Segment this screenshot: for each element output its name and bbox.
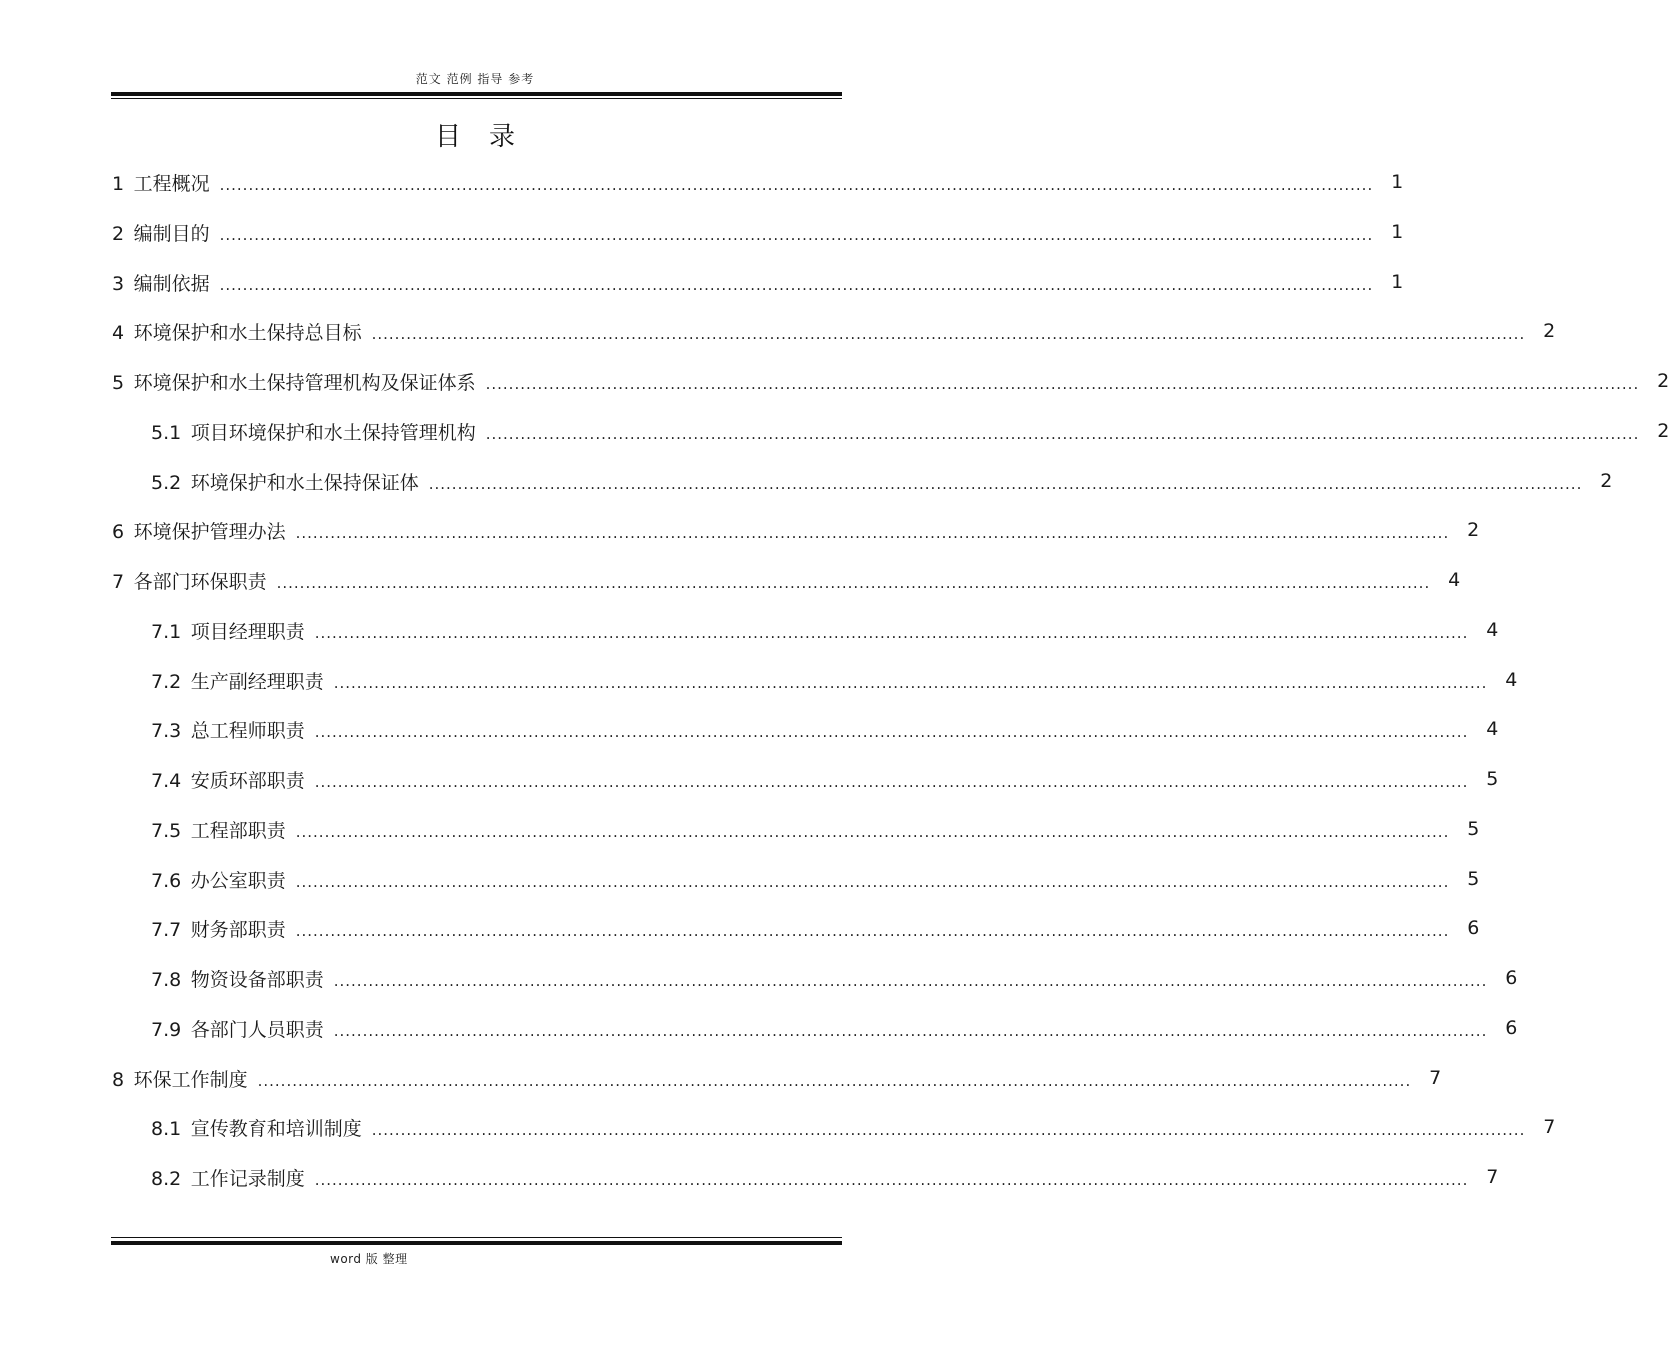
toc-entry-title: 生产副经理职责 — [190, 670, 324, 693]
page-footer: word 版 整理 — [330, 1252, 408, 1266]
toc-entry-label — [112, 219, 210, 246]
toc-entry[interactable] — [151, 666, 1518, 694]
toc-dot-leader: ........................................................................................................................................................................................................ — [314, 773, 1469, 791]
toc-entry[interactable] — [151, 865, 1480, 893]
toc-dot-leader: ........................................................................................................................................................................................................ — [257, 1072, 1412, 1090]
toc-entry[interactable] — [112, 268, 1404, 296]
toc-entry-label — [151, 1015, 324, 1042]
toc-entry-page: 2 — [1657, 420, 1669, 442]
toc-entry-number: 1 — [112, 172, 125, 195]
toc-entry-title: 宣传教育和培训制度 — [190, 1117, 362, 1140]
toc-entry-page: 2 — [1657, 370, 1669, 392]
toc-entry[interactable] — [112, 218, 1404, 246]
toc-entry-title: 总工程师职责 — [190, 719, 305, 742]
toc-entry-title: 项目经理职责 — [190, 620, 305, 643]
toc-entry-label — [112, 1065, 248, 1092]
toc-entry-title: 办公室职责 — [190, 869, 286, 892]
toc-entry-label — [151, 617, 305, 644]
toc-dot-leader: ........................................................................................................................................................................................................ — [333, 972, 1488, 990]
toc-entry[interactable] — [151, 1163, 1499, 1191]
toc-entry-number: 5.2 — [151, 471, 182, 494]
toc-entry[interactable] — [151, 1113, 1556, 1141]
toc-entry-number: 7.8 — [151, 968, 182, 991]
toc-entry-page: 4 — [1505, 669, 1518, 691]
toc-entry-label — [112, 269, 210, 296]
toc-entry-label — [151, 965, 324, 992]
toc-dot-leader: ........................................................................................................................................................................................................ — [428, 475, 1583, 493]
toc-dot-leader: ........................................................................................................................................................................................................ — [295, 922, 1450, 940]
toc-entry-label — [151, 866, 286, 893]
footer-rule-thin — [111, 1237, 842, 1238]
toc-entry-label — [112, 169, 210, 196]
toc-dot-leader: ........................................................................................................................................................................................................ — [314, 723, 1469, 741]
toc-entry-title: 环保工作制度 — [133, 1068, 248, 1091]
toc-entry-number: 6 — [112, 520, 125, 543]
toc-entry-page: 6 — [1467, 917, 1480, 939]
toc-entry-number: 7.4 — [151, 769, 182, 792]
toc-entry[interactable] — [112, 516, 1480, 544]
toc-entry-title: 编制目的 — [133, 222, 210, 245]
toc-entry-title: 物资设备部职责 — [190, 968, 324, 991]
toc-entry-label — [151, 1164, 305, 1191]
toc-entry-page: 7 — [1543, 1116, 1556, 1138]
toc-entry-page: 4 — [1486, 619, 1499, 641]
toc-entry-number: 5.1 — [151, 421, 182, 444]
toc-entry-label — [151, 418, 476, 445]
toc-entry-number: 7.3 — [151, 719, 182, 742]
toc-entry-title: 编制依据 — [133, 272, 210, 295]
toc-entry-label — [112, 318, 362, 345]
toc-entry[interactable] — [112, 367, 1669, 395]
toc-entry-number: 7.7 — [151, 918, 182, 941]
toc-dot-leader: ........................................................................................................................................................................................................ — [485, 375, 1640, 393]
toc-entry-page: 1 — [1391, 271, 1404, 293]
toc-entry-number: 7.6 — [151, 869, 182, 892]
header-rule-thin — [111, 98, 842, 99]
toc-entry-title: 安质环部职责 — [190, 769, 305, 792]
toc-dot-leader: ........................................................................................................................................................................................................ — [371, 1121, 1526, 1139]
toc-entry-page: 4 — [1486, 718, 1499, 740]
toc-dot-leader: ........................................................................................................................................................................................................ — [295, 823, 1450, 841]
toc-entry-title: 各部门人员职责 — [190, 1018, 324, 1041]
toc-entry[interactable] — [151, 417, 1669, 445]
footer-rule — [111, 1241, 842, 1245]
toc-entry-number: 2 — [112, 222, 125, 245]
toc-dot-leader: ........................................................................................................................................................................................................ — [295, 524, 1450, 542]
toc-dot-leader: ........................................................................................................................................................................................................ — [314, 624, 1469, 642]
toc-entry-label — [151, 915, 286, 942]
toc-entry-number: 7.2 — [151, 670, 182, 693]
toc-entry-page: 6 — [1505, 1017, 1518, 1039]
toc-entry[interactable] — [112, 566, 1461, 594]
toc-entry-label — [151, 667, 324, 694]
toc-dot-leader: ........................................................................................................................................................................................................ — [276, 574, 1431, 592]
toc-entry-title: 工程概况 — [133, 172, 210, 195]
toc-entry-page: 5 — [1467, 818, 1480, 840]
header-rule — [111, 92, 842, 96]
toc-entry[interactable] — [151, 616, 1499, 644]
toc-entry-page: 2 — [1543, 320, 1556, 342]
toc-entry[interactable] — [151, 765, 1499, 793]
toc-entry-number: 3 — [112, 272, 125, 295]
page-header: 范文 范例 指导 参考 — [415, 72, 535, 86]
toc-entry-number: 7.9 — [151, 1018, 182, 1041]
toc-dot-leader: ........................................................................................................................................................................................................ — [219, 226, 1374, 244]
toc-dot-leader: ........................................................................................................................................................................................................ — [333, 674, 1488, 692]
toc-entry-page: 4 — [1448, 569, 1461, 591]
toc-entry-page: 2 — [1600, 470, 1613, 492]
toc-entry-number: 8.1 — [151, 1117, 182, 1140]
toc-entry[interactable] — [151, 467, 1613, 495]
toc-entry[interactable] — [151, 815, 1480, 843]
toc-entry-page: 7 — [1486, 1166, 1499, 1188]
toc-entry[interactable] — [151, 715, 1499, 743]
toc-entry-label — [112, 368, 476, 395]
toc-entry-label — [151, 816, 286, 843]
toc-dot-leader: ........................................................................................................................................................................................................ — [219, 276, 1374, 294]
toc-entry-label — [151, 1114, 362, 1141]
toc-dot-leader: ........................................................................................................................................................................................................ — [295, 873, 1450, 891]
toc-dot-leader: ........................................................................................................................................................................................................ — [314, 1171, 1469, 1189]
toc-entry-title: 财务部职责 — [190, 918, 286, 941]
toc-entry-title: 工程部职责 — [190, 819, 286, 842]
toc-entry-page: 2 — [1467, 519, 1480, 541]
toc-entry-page: 1 — [1391, 221, 1404, 243]
toc-entry-title: 各部门环保职责 — [133, 570, 267, 593]
toc-entry-page: 6 — [1505, 967, 1518, 989]
toc-entry[interactable] — [151, 964, 1518, 992]
toc-dot-leader: ........................................................................................................................................................................................................ — [219, 176, 1374, 194]
toc-entry-label — [112, 517, 286, 544]
toc-title: 目录 — [434, 122, 543, 152]
toc-dot-leader: ........................................................................................................................................................................................................ — [333, 1022, 1488, 1040]
toc-dot-leader: ........................................................................................................................................................................................................ — [371, 325, 1526, 343]
toc-entry-title: 环境保护管理办法 — [133, 520, 286, 543]
toc-entry-number: 7.1 — [151, 620, 182, 643]
toc-entry[interactable] — [112, 1064, 1442, 1092]
toc-entry-title: 项目环境保护和水土保持管理机构 — [190, 421, 476, 444]
toc-entry[interactable] — [151, 1014, 1518, 1042]
toc-entry-title: 环境保护和水土保持管理机构及保证体系 — [133, 371, 476, 394]
toc-entry[interactable] — [151, 914, 1480, 942]
toc-entry-number: 5 — [112, 371, 125, 394]
toc-entry-label — [151, 716, 305, 743]
toc-entry-number: 8 — [112, 1068, 125, 1091]
toc-entry-number: 7.5 — [151, 819, 182, 842]
toc-entry-number: 4 — [112, 321, 125, 344]
toc-entry-page: 5 — [1467, 868, 1480, 890]
toc-entry-label — [112, 567, 267, 594]
toc-entry-label — [151, 766, 305, 793]
toc-entry-title: 环境保护和水土保持保证体 — [190, 471, 419, 494]
toc-dot-leader: ........................................................................................................................................................................................................ — [485, 425, 1640, 443]
toc-entry-number: 7 — [112, 570, 125, 593]
toc-entry-title: 环境保护和水土保持总目标 — [133, 321, 362, 344]
toc-entry-page: 1 — [1391, 171, 1404, 193]
toc-entry[interactable] — [112, 317, 1556, 345]
toc-entry[interactable] — [112, 168, 1404, 196]
toc-entry-page: 5 — [1486, 768, 1499, 790]
toc-entry-title: 工作记录制度 — [190, 1167, 305, 1190]
toc-entry-page: 7 — [1429, 1067, 1442, 1089]
toc-entry-label — [151, 468, 419, 495]
toc-entry-number: 8.2 — [151, 1167, 182, 1190]
